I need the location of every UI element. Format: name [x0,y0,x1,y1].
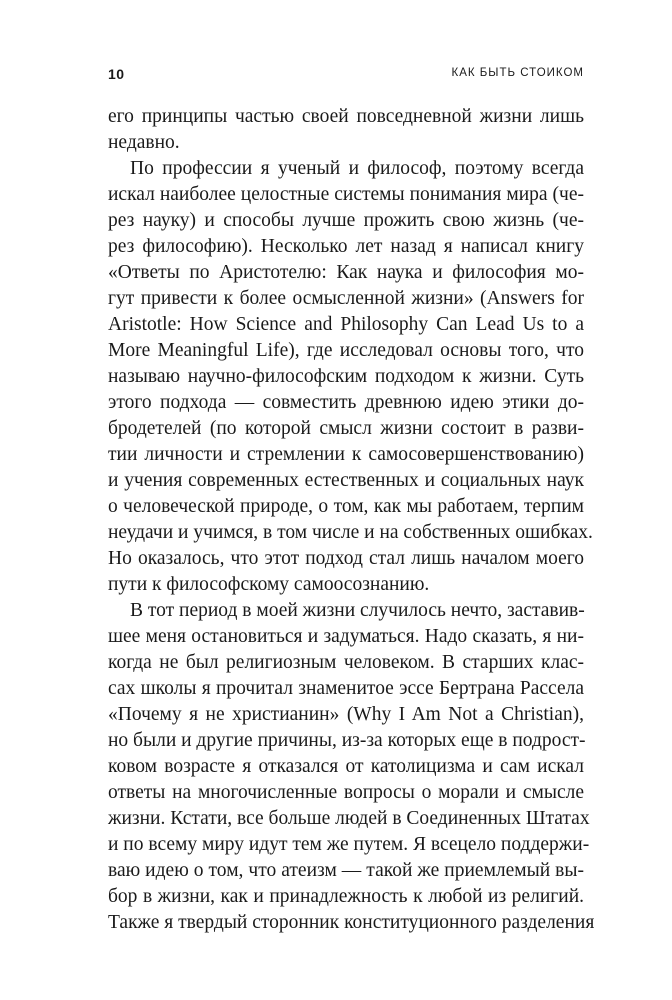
text-line: ковом возрасте я отказался от католицизма и сам искал [108,756,584,777]
text-line: По профессии я ученый и философ, поэтому всегда [130,158,584,179]
text-line: и по всему миру идут тем же путем. Я всецело поддержи- [108,834,590,855]
text-line: сах школы я прочитал знаменитое эссе Бертрана Рассела [108,678,584,699]
text-line: Aristotle: How Science and Philosophy Can Lead Us to a [108,314,584,335]
text-line: Также я твердый сторонник конституционного разделения [108,912,595,933]
text-line: искал наиболее целостные системы понимания мира (че- [108,184,584,205]
text-line: «Ответы по Аристотелю: Как наука и философия мо- [108,262,584,283]
text-line: тии личности и стремлении к самосовершенствованию) [108,444,584,465]
text-line: о человеческой природе, о том, как мы работаем, терпим [108,496,584,517]
text-line: неудачи и учимся, в том числе и на собственных ошибках. [108,522,593,543]
body-text [108,104,595,936]
text-line: когда не был религиозным человеком. В старших клас- [108,652,584,673]
text-line: его принципы частью своей повседневной жизни лишь [108,106,584,127]
text-line: жизни. Кстати, все больше людей в Соединенных Штатах [108,808,590,829]
running-head [108,66,584,84]
text-line: рез философию). Несколько лет назад я написал книгу [108,236,584,257]
text-line: Но оказалось, что этот подход стал лишь началом моего [108,548,584,569]
text-line: В тот период в моей жизни случилось нечто, заставив- [130,600,585,621]
text-line: называю научно-философским подходом к жизни. Суть [108,366,584,387]
text-line: бродетелей (по которой смысл жизни состоит в разви- [108,418,584,439]
text-line: недавно. [108,132,180,153]
text-line: но были и другие причины, из-за которых еще в подрост- [108,730,586,751]
text-line: ваю идею о том, что атеизм — такой же приемлемый вы- [108,860,584,881]
text-line: «Почему я не христианин» (Why I Am Not a Christian), [108,704,584,725]
running-head-title: КАК БЫТЬ СТОИКОМ [451,67,584,79]
text-line: More Meaningful Life), где исследовал основы того, что [108,340,584,361]
text-line: рез науку) и способы лучше прожить свою жизнь (че- [108,210,584,231]
text-line: и учения современных естественных и социальных наук [108,470,584,491]
text-line: бор в жизни, как и принадлежность к любой из религий. [108,886,584,907]
text-line: шее меня остановиться и задуматься. Надо сказать, я ни- [108,626,584,647]
text-line: гут привести к более осмысленной жизни» (Answers for [108,288,584,309]
text-line: ответы на многочисленные вопросы о морали и смысле [108,782,584,803]
text-line: этого подхода — совместить древнюю идею этики до- [108,392,584,413]
text-line: пути к философскому самоосознанию. [108,574,430,595]
page-number: 10 [108,66,125,82]
